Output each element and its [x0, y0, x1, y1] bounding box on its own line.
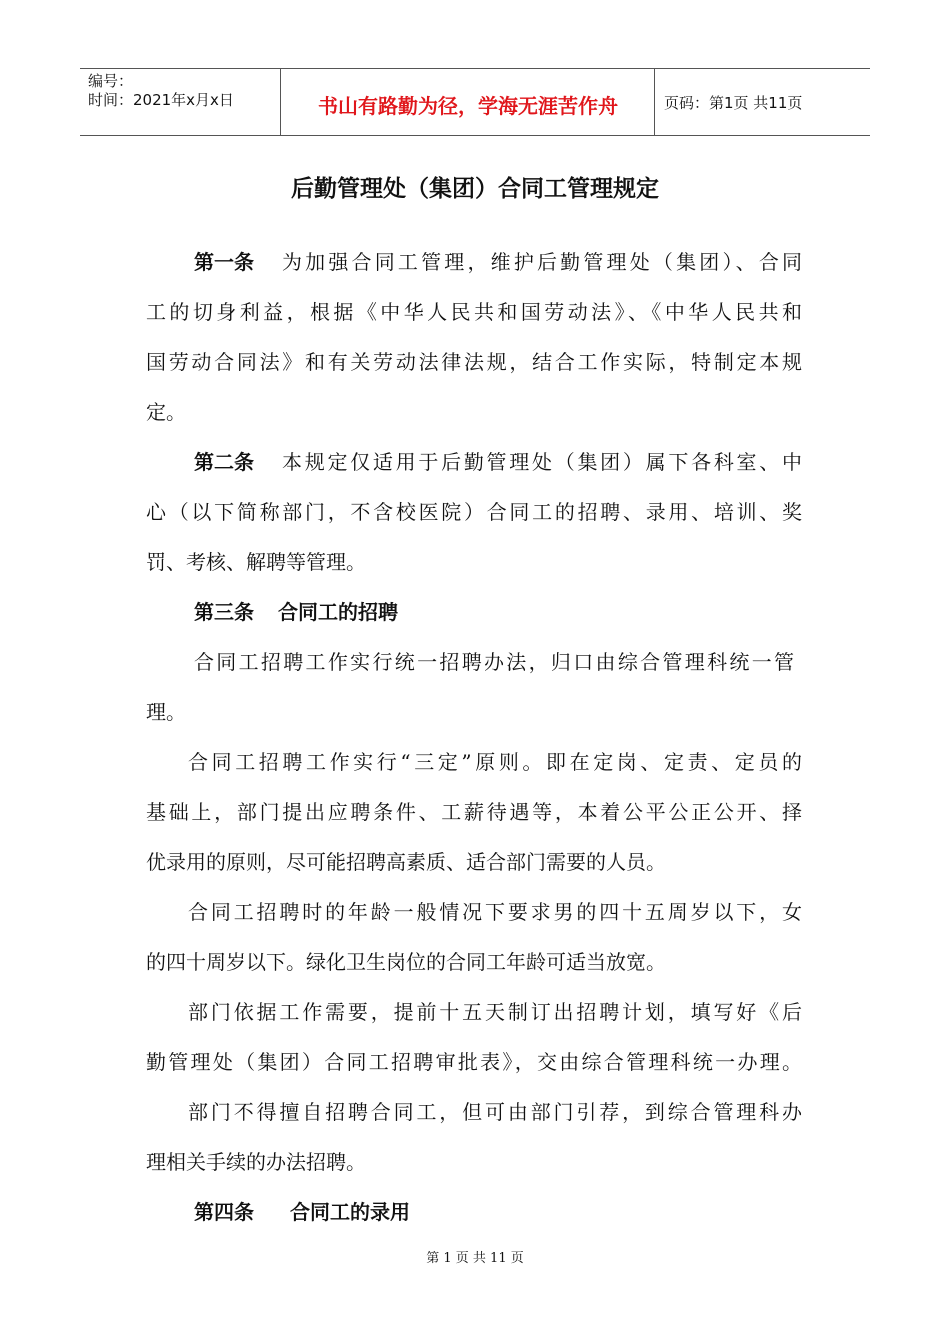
article1-text: 为加强合同工管理，维护后勤管理处（集团）、合同 — [282, 250, 802, 274]
article3-heading: 第三条 — [194, 600, 254, 624]
header-motto: 书山有路勤为径，学海无涯苦作舟 — [318, 94, 618, 118]
article2-text: 本规定仅适用于后勤管理处（集团）属下各科室、中 — [282, 450, 802, 474]
article2-line3: 罚、考核、解聘等管理。 — [146, 550, 366, 574]
article2-line2: 心（以下简称部门，不含校医院）合同工的招聘、录用、培训、奖 — [146, 500, 802, 524]
header-divider-left — [280, 69, 281, 135]
header-meta — [88, 72, 234, 110]
article3-p3-line2: 的四十周岁以下。绿化卫生岗位的合同工年龄可适当放宽。 — [146, 950, 666, 974]
article3-p5-line2: 理相关手续的办法招聘。 — [146, 1150, 366, 1174]
article3-p1-line2: 理。 — [146, 700, 186, 724]
page-footer: 第 1 页 共 11 页 — [426, 1251, 524, 1266]
article1-line1 — [194, 246, 802, 275]
article3-heading-line — [194, 596, 398, 625]
article1-line3: 国劳动合同法》和有关劳动法律法规，结合工作实际，特制定本规 — [146, 350, 802, 374]
article1-line4: 定。 — [146, 400, 186, 424]
article4-heading: 第四条 — [194, 1200, 254, 1224]
header-divider-right — [654, 69, 655, 135]
document-title: 后勤管理处（集团）合同工管理规定 — [291, 176, 659, 202]
article3-p4-line1: 部门依据工作需要，提前十五天制订出招聘计划，填写好《后 — [188, 1000, 802, 1024]
header-top-rule — [80, 68, 870, 69]
article3-p5-line1: 部门不得擅自招聘合同工，但可由部门引荐，到综合管理科办 — [188, 1100, 802, 1124]
article2-line1 — [194, 446, 802, 475]
number-label: 编号： — [88, 72, 134, 90]
header-bottom-rule — [80, 135, 870, 136]
article3-subtitle: 合同工的招聘 — [278, 600, 398, 624]
article3-p2-line3: 优录用的原则，尽可能招聘高素质、适合部门需要的人员。 — [146, 850, 666, 874]
article3-p2-line1: 合同工招聘工作实行“三定”原则。即在定岗、定责、定员的 — [188, 750, 802, 774]
article3-p4-line2: 勤管理处（集团）合同工招聘审批表》，交由综合管理科统一办理。 — [146, 1050, 802, 1074]
article2-heading: 第二条 — [194, 450, 254, 474]
article4-heading-line — [194, 1196, 410, 1225]
article1-heading: 第一条 — [194, 250, 254, 274]
article4-subtitle: 合同工的录用 — [290, 1200, 410, 1224]
article1-line2: 工的切身利益，根据《中华人民共和国劳动法》、《中华人民共和 — [146, 300, 802, 324]
article3-p1-line1: 合同工招聘工作实行统一招聘办法，归口由综合管理科统一管 — [194, 650, 794, 674]
article3-p2-line2: 基础上，部门提出应聘条件、工薪待遇等，本着公平公正公开、择 — [146, 800, 802, 824]
header-page-info: 页码：第1页 共11页 — [664, 94, 803, 112]
date-label: 时间：2021年x月x日 — [88, 91, 234, 109]
article3-p3-line1: 合同工招聘时的年龄一般情况下要求男的四十五周岁以下，女 — [188, 900, 802, 924]
